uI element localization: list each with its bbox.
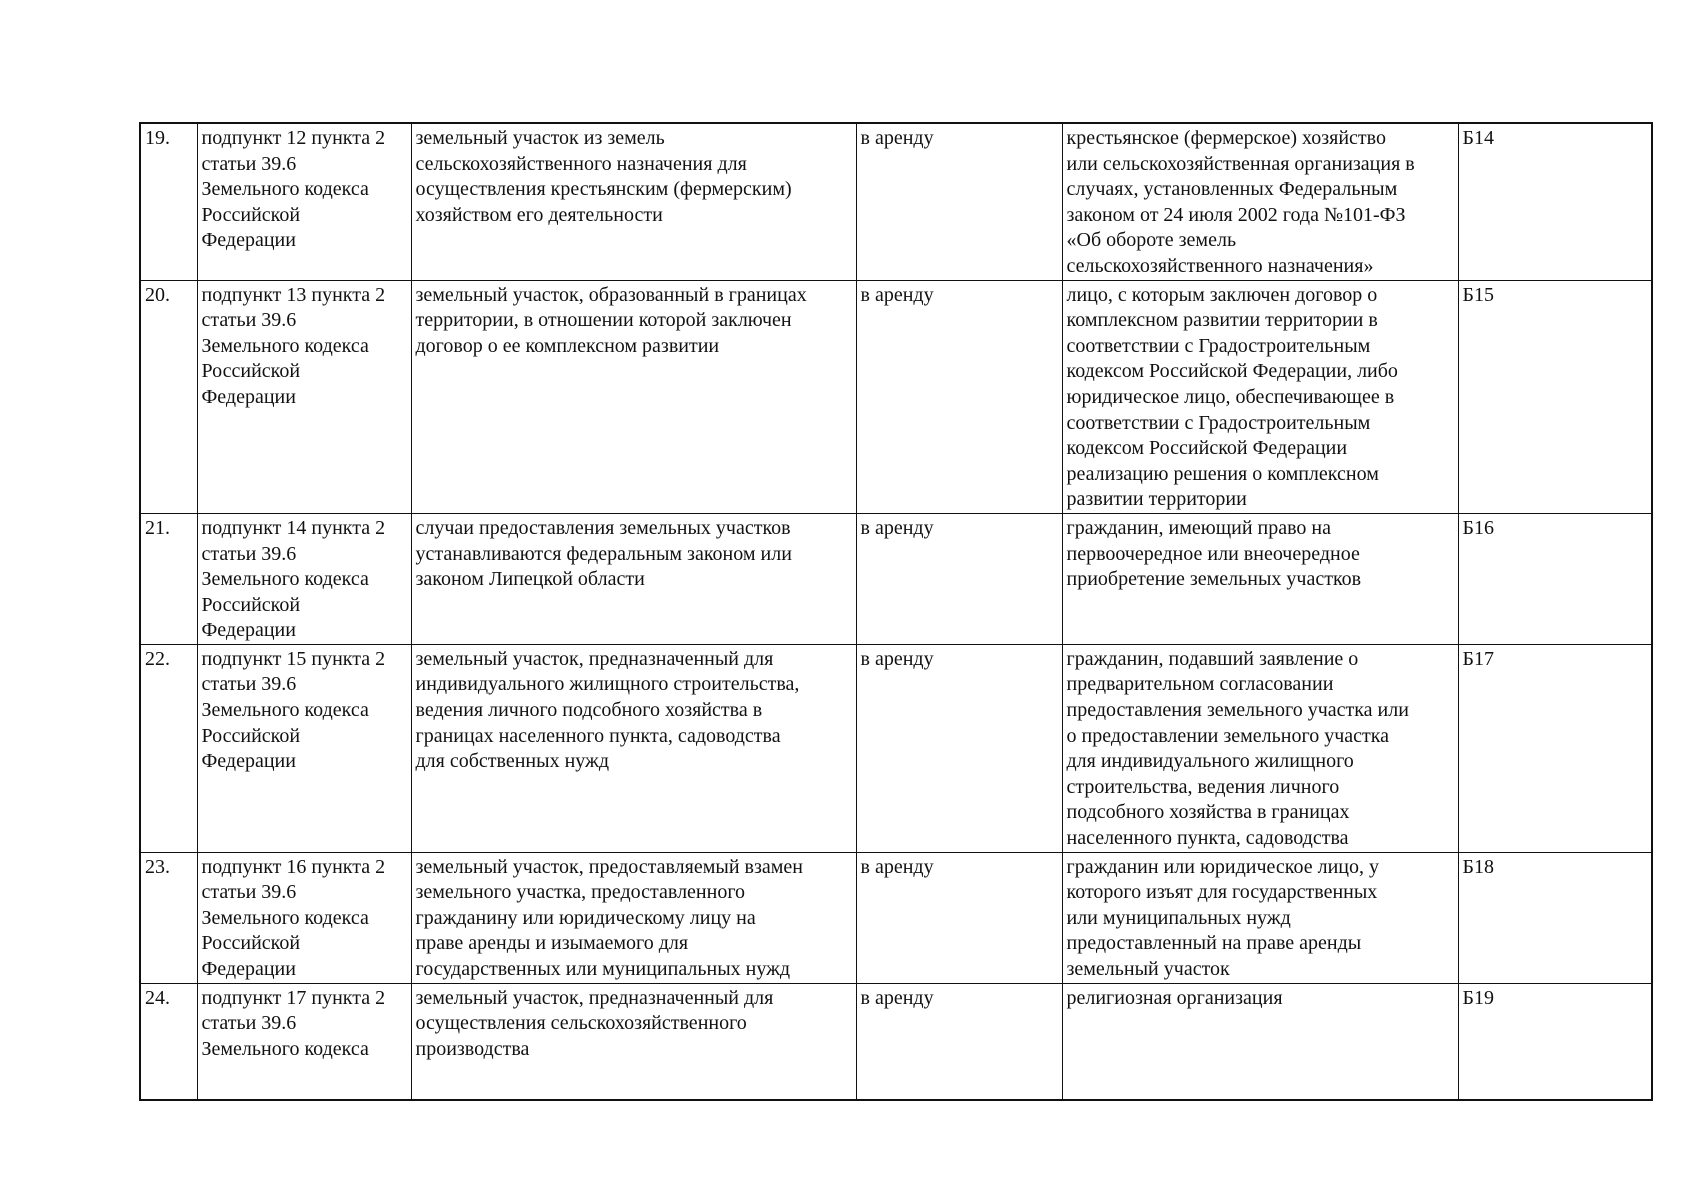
legal-basis-cell: подпункт 15 пункта 2 статьи 39.6 Земельного кодекса Российской Федерации — [197, 644, 411, 852]
applicant-cell: гражданин или юридическое лицо, у которого изъят для государственных или муниципальных нужд предоставленный на праве аренды земельный участок — [1062, 852, 1458, 983]
table-row — [140, 280, 1652, 513]
legal-basis-cell: подпункт 17 пункта 2 статьи 39.6 Земельного кодекса — [197, 983, 411, 1100]
right-type-cell: в аренду — [856, 280, 1062, 513]
right-type-cell: в аренду — [856, 644, 1062, 852]
legal-basis-cell: подпункт 14 пункта 2 статьи 39.6 Земельного кодекса Российской Федерации — [197, 513, 411, 644]
legal-basis-cell: подпункт 13 пункта 2 статьи 39.6 Земельного кодекса Российской Федерации — [197, 280, 411, 513]
applicant-cell: лицо, с которым заключен договор о комплексном развитии территории в соответствии с Градостроительным кодексом Российской Федерации, либо юридическое лицо, обеспечивающее в соответствии с Градостроительным кодексом Российской Федерации реализацию решения о комплексном развитии территории — [1062, 280, 1458, 513]
row-number-cell: 20. — [140, 280, 197, 513]
land-plot-description-cell: земельный участок из земель сельскохозяйственного назначения для осуществления крестьянским (фермерским) хозяйством его деятельности — [411, 123, 856, 280]
land-plot-description-cell: земельный участок, предоставляемый взамен земельного участка, предоставленного гражданину или юридическому лицу на праве аренды и изымаемого для государственных или муниципальных нужд — [411, 852, 856, 983]
legal-basis-cell: подпункт 16 пункта 2 статьи 39.6 Земельного кодекса Российской Федерации — [197, 852, 411, 983]
land-provision-table — [139, 122, 1653, 1101]
applicant-cell: гражданин, подавший заявление о предварительном согласовании предоставления земельного участка или о предоставлении земельного участка для индивидуального жилищного строительства, ведения личного подсобного хозяйства в границах населенного пункта, садоводства — [1062, 644, 1458, 852]
land-plot-description-cell: земельный участок, предназначенный для осуществления сельскохозяйственного производства — [411, 983, 856, 1100]
applicant-cell: крестьянское (фермерское) хозяйство или сельскохозяйственная организация в случаях, установленных Федеральным законом от 24 июля 2002 года №101-ФЗ «Об обороте земель сельскохозяйственного назначения» — [1062, 123, 1458, 280]
document-code-cell: Б16 — [1458, 513, 1652, 644]
right-type-cell: в аренду — [856, 852, 1062, 983]
table-row — [140, 852, 1652, 983]
row-number-cell: 24. — [140, 983, 197, 1100]
row-number-cell: 19. — [140, 123, 197, 280]
document-code-cell: Б18 — [1458, 852, 1652, 983]
right-type-cell: в аренду — [856, 123, 1062, 280]
land-plot-description-cell: земельный участок, образованный в границах территории, в отношении которой заключен договор о ее комплексном развитии — [411, 280, 856, 513]
document-code-cell: Б14 — [1458, 123, 1652, 280]
applicant-cell: религиозная организация — [1062, 983, 1458, 1100]
row-number-cell: 22. — [140, 644, 197, 852]
table-row — [140, 123, 1652, 280]
right-type-cell: в аренду — [856, 983, 1062, 1100]
document-code-cell: Б15 — [1458, 280, 1652, 513]
document-code-cell: Б19 — [1458, 983, 1652, 1100]
table-row — [140, 513, 1652, 644]
applicant-cell: гражданин, имеющий право на первоочередное или внеочередное приобретение земельных участков — [1062, 513, 1458, 644]
table-row — [140, 983, 1652, 1100]
legal-basis-cell: подпункт 12 пункта 2 статьи 39.6 Земельного кодекса Российской Федерации — [197, 123, 411, 280]
right-type-cell: в аренду — [856, 513, 1062, 644]
land-plot-description-cell: земельный участок, предназначенный для индивидуального жилищного строительства, ведения личного подсобного хозяйства в границах населенного пункта, садоводства для собственных нужд — [411, 644, 856, 852]
table-row — [140, 644, 1652, 852]
row-number-cell: 21. — [140, 513, 197, 644]
land-plot-description-cell: случаи предоставления земельных участков устанавливаются федеральным законом или законом Липецкой области — [411, 513, 856, 644]
row-number-cell: 23. — [140, 852, 197, 983]
document-code-cell: Б17 — [1458, 644, 1652, 852]
